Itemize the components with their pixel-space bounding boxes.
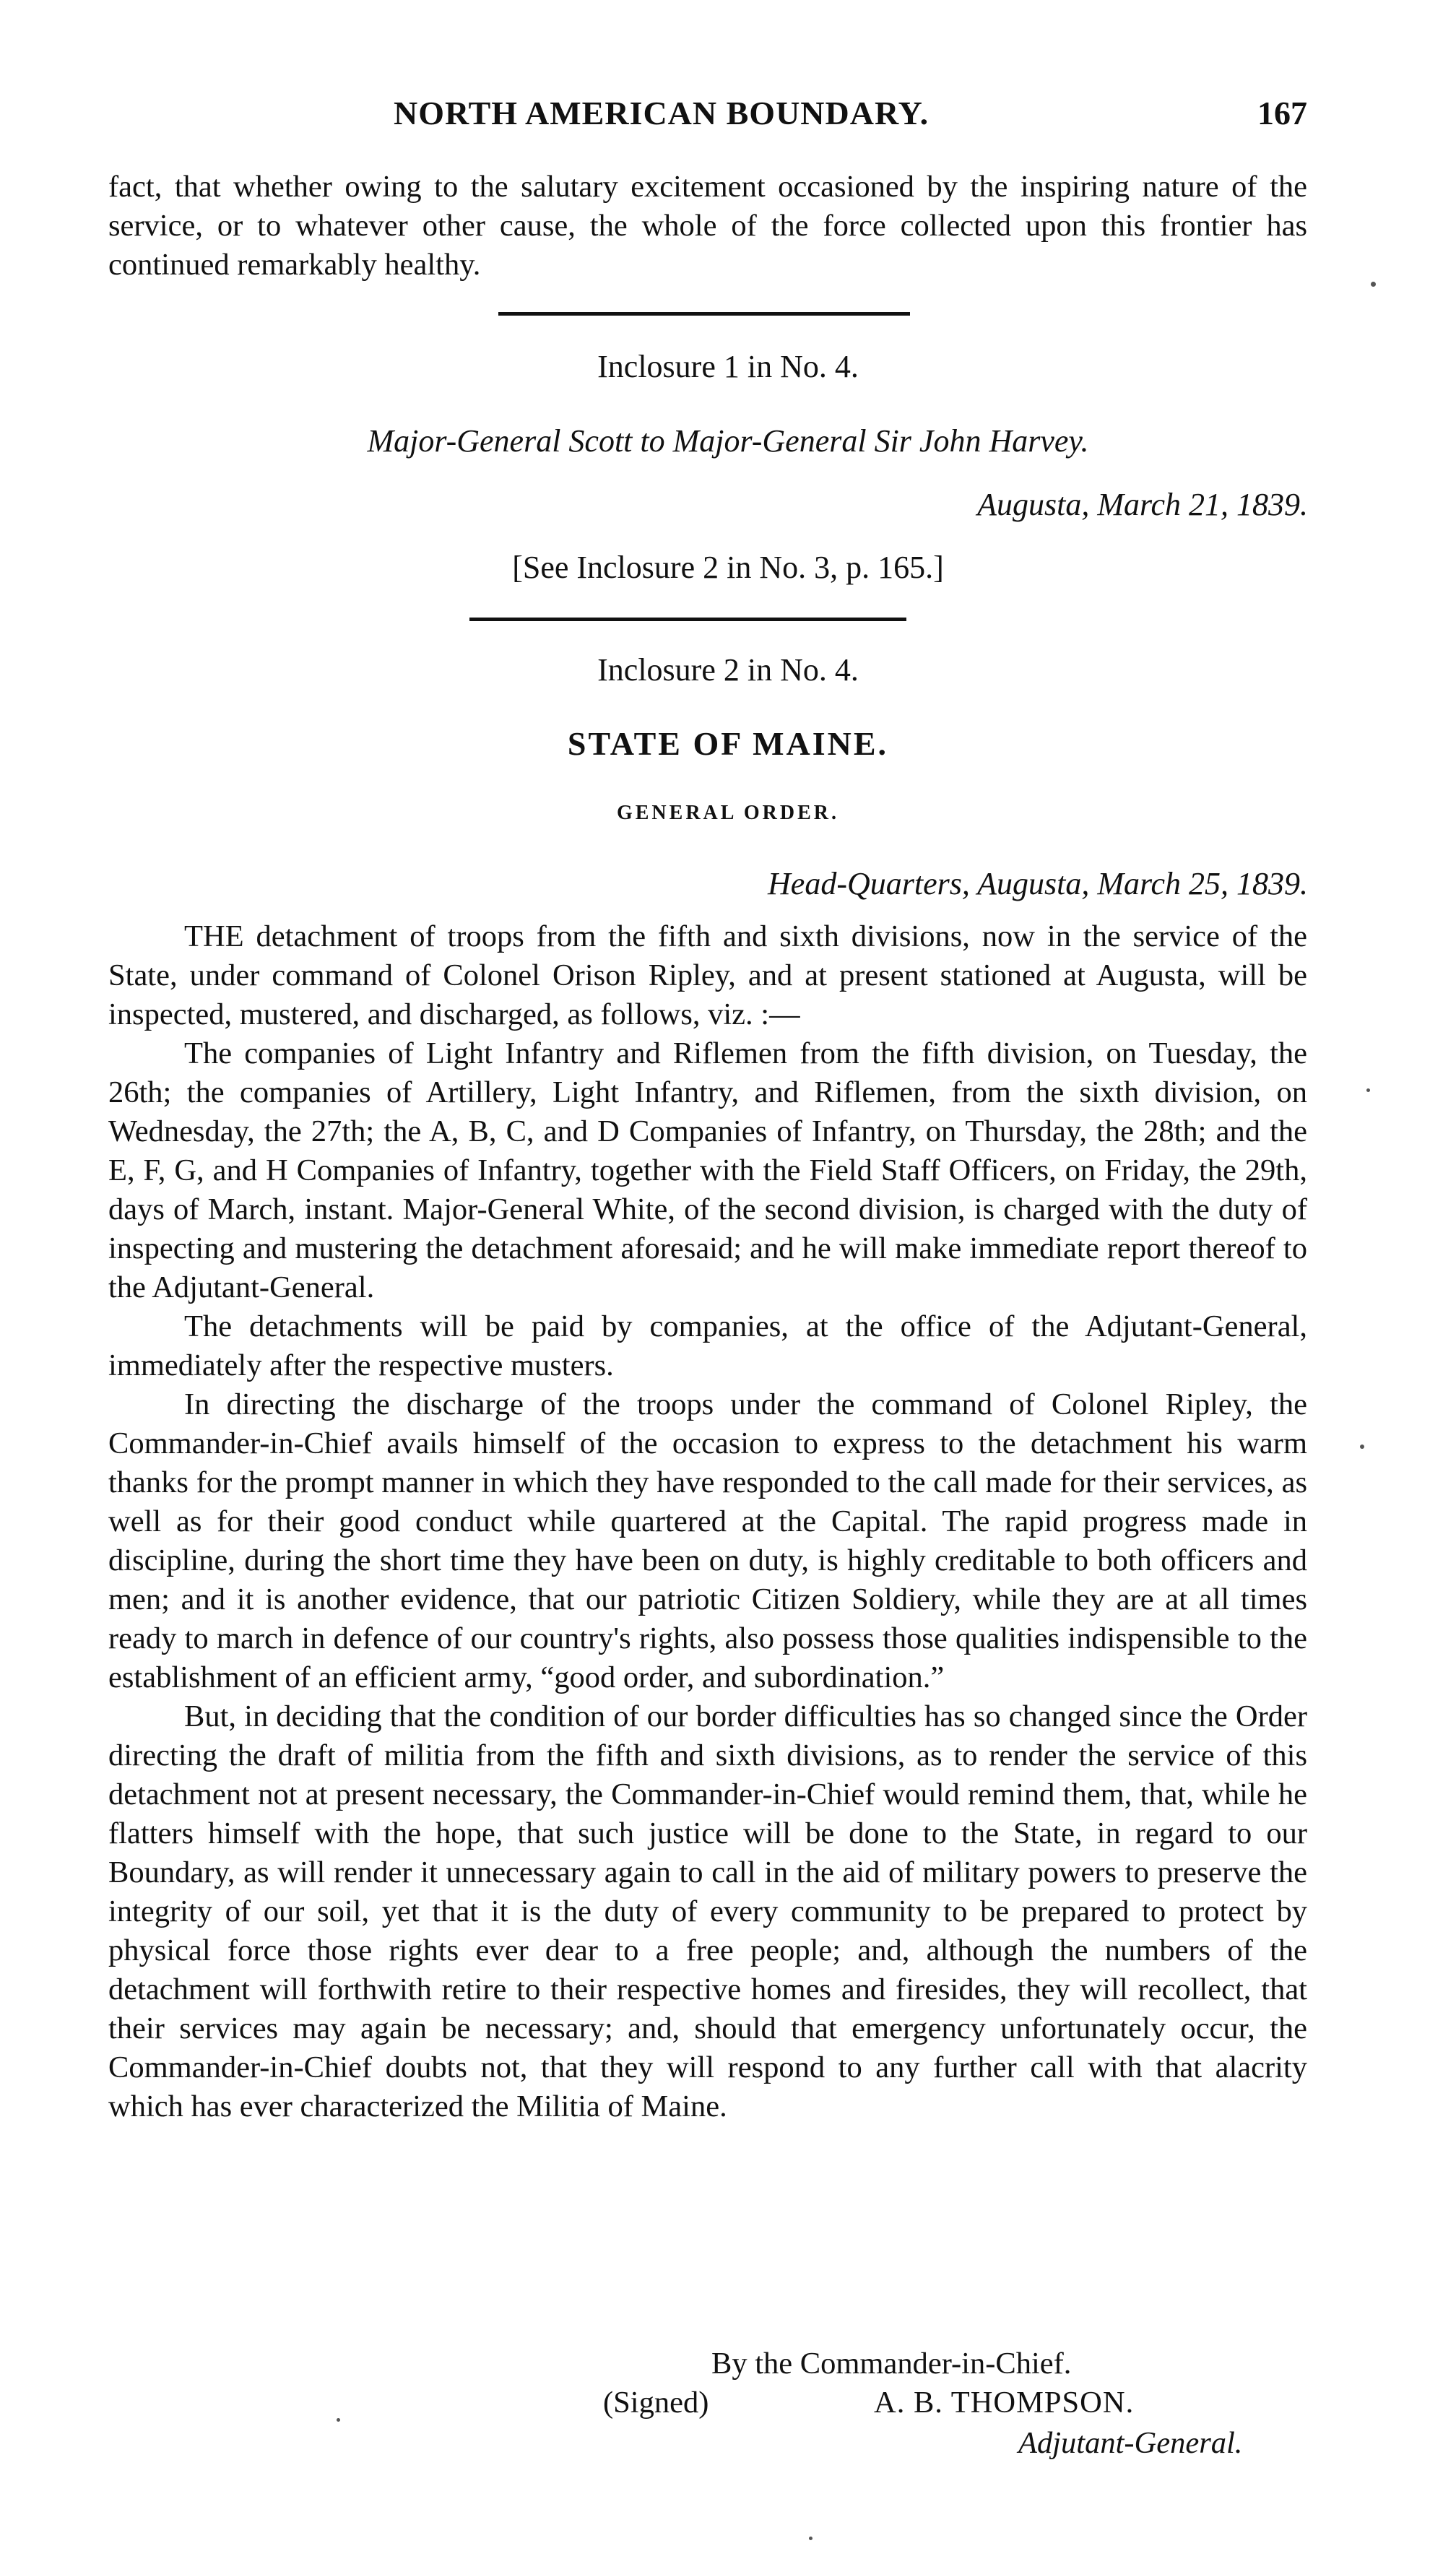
- inclosure-2-heading: Inclosure 2 in No. 4.: [597, 652, 859, 688]
- inclosure-1-dateline: [977, 486, 1308, 523]
- section-divider-2: [469, 618, 906, 621]
- inclosure-1-reference: [See Inclosure 2 in No. 3, p. 165.]: [512, 550, 944, 585]
- signer-title: Adjutant-General.: [1018, 2426, 1243, 2460]
- running-head: [394, 94, 1307, 137]
- inclosure-1-dateline-text: Augusta, March 21, 1839.: [977, 487, 1308, 522]
- order-paragraph-4: In directing the discharge of the troops under the command of Colonel Ripley, the Commander-in-Chief avails himself of the occasion to express to the detachment his warm thanks for the prompt manner in which they have responded to the call made for their services, as well as for their good conduct while quartered at the Capital. The rapid progress made in discipline, during the short time they have been on duty, is highly creditable to both officers and men; and it is another evidence, that our patriotic Citizen Soldiery, while they are at all times ready to march in defence of our country's rights, also possess those qualities indispensible to the establishment of an efficient army, “good order, and subordination.”: [108, 1387, 1307, 1694]
- running-title: NORTH AMERICAN BOUNDARY.: [394, 95, 930, 131]
- section-divider-1: [498, 312, 910, 316]
- inclosure-1-letter-title: Major-General Scott to Major-General Sir John Harvey.: [367, 423, 1089, 459]
- general-order-body: [108, 917, 1307, 2126]
- signed-label: (Signed): [603, 2386, 709, 2420]
- general-order-dateline-text: Head-Quarters, Augusta, March 25, 1839.: [768, 866, 1308, 901]
- state-title: STATE OF MAINE.: [567, 725, 889, 762]
- scan-speck: [1366, 1088, 1370, 1092]
- scan-speck: [337, 2418, 340, 2422]
- by-line: By the Commander-in-Chief.: [711, 2347, 1072, 2381]
- order-paragraph-3: The detachments will be paid by companies, at the office of the Adjutant-General, immediately after the respective musters.: [108, 1309, 1307, 1382]
- opening-paragraph-block: [108, 168, 1307, 285]
- signer-name: A. B. THOMPSON.: [874, 2386, 1135, 2420]
- scan-speck: [1360, 1445, 1364, 1449]
- order-paragraph-2: The companies of Light Infantry and Riflemen from the fifth division, on Tuesday, the 26th; the companies of Artillery, Light Infantry, and Riflemen, from the sixth division, on Wednesday, the 27th; the A, B, C, and D Companies of Infantry, on Thursday, the 28th; and the E, F, G, and H Companies of Infantry, together with the Field Staff Officers, on Friday, the 29th, days of March, instant. Major-General White, of the second division, is charged with the duty of inspecting and mustering the detachment aforesaid; and he will make immediate report thereof to the Adjutant-General.: [108, 1036, 1307, 1304]
- general-order-title: GENERAL ORDER.: [616, 802, 840, 824]
- opening-paragraph: fact, that whether owing to the salutary excitement occasioned by the inspiring nature of the service, or to whatever other cause, the whole of the force collected upon this frontier has continued remarkably healthy.: [108, 170, 1307, 282]
- order-paragraph-5: But, in deciding that the condition of our border difficulties has so changed since the Order directing the draft of militia from the fifth and sixth divisions, as to render the service of this detachment not at present necessary, the Commander-in-Chief would remind them, that, while he flatters himself with the hope, that such justice will be done to the State, in regard to our Boundary, as will render it unnecessary again to call in the aid of military powers to preserve the integrity of our soil, yet that it is the duty of every community to be prepared to protect by physical force those rights ever dear to a free people; and, although the numbers of the detachment will forthwith retire to their respective homes and firesides, they will recollect, that their services may again be necessary; and, should that emergency unfortunately occur, the Commander-in-Chief doubts not, that they will respond to any further call with that alacrity which has ever characterized the Militia of Maine.: [108, 1699, 1307, 2123]
- scan-speck: [809, 2537, 812, 2540]
- order-paragraph-1: THE detachment of troops from the fifth and sixth divisions, now in the service of the State, under command of Colonel Orison Ripley, and at present stationed at Augusta, will be inspected, mustered, and discharged, as follows, viz. :—: [108, 919, 1307, 1031]
- scan-speck: [1371, 282, 1376, 287]
- page-number: 167: [1257, 95, 1307, 131]
- general-order-dateline: [768, 865, 1308, 902]
- inclosure-1-heading: Inclosure 1 in No. 4.: [597, 349, 859, 384]
